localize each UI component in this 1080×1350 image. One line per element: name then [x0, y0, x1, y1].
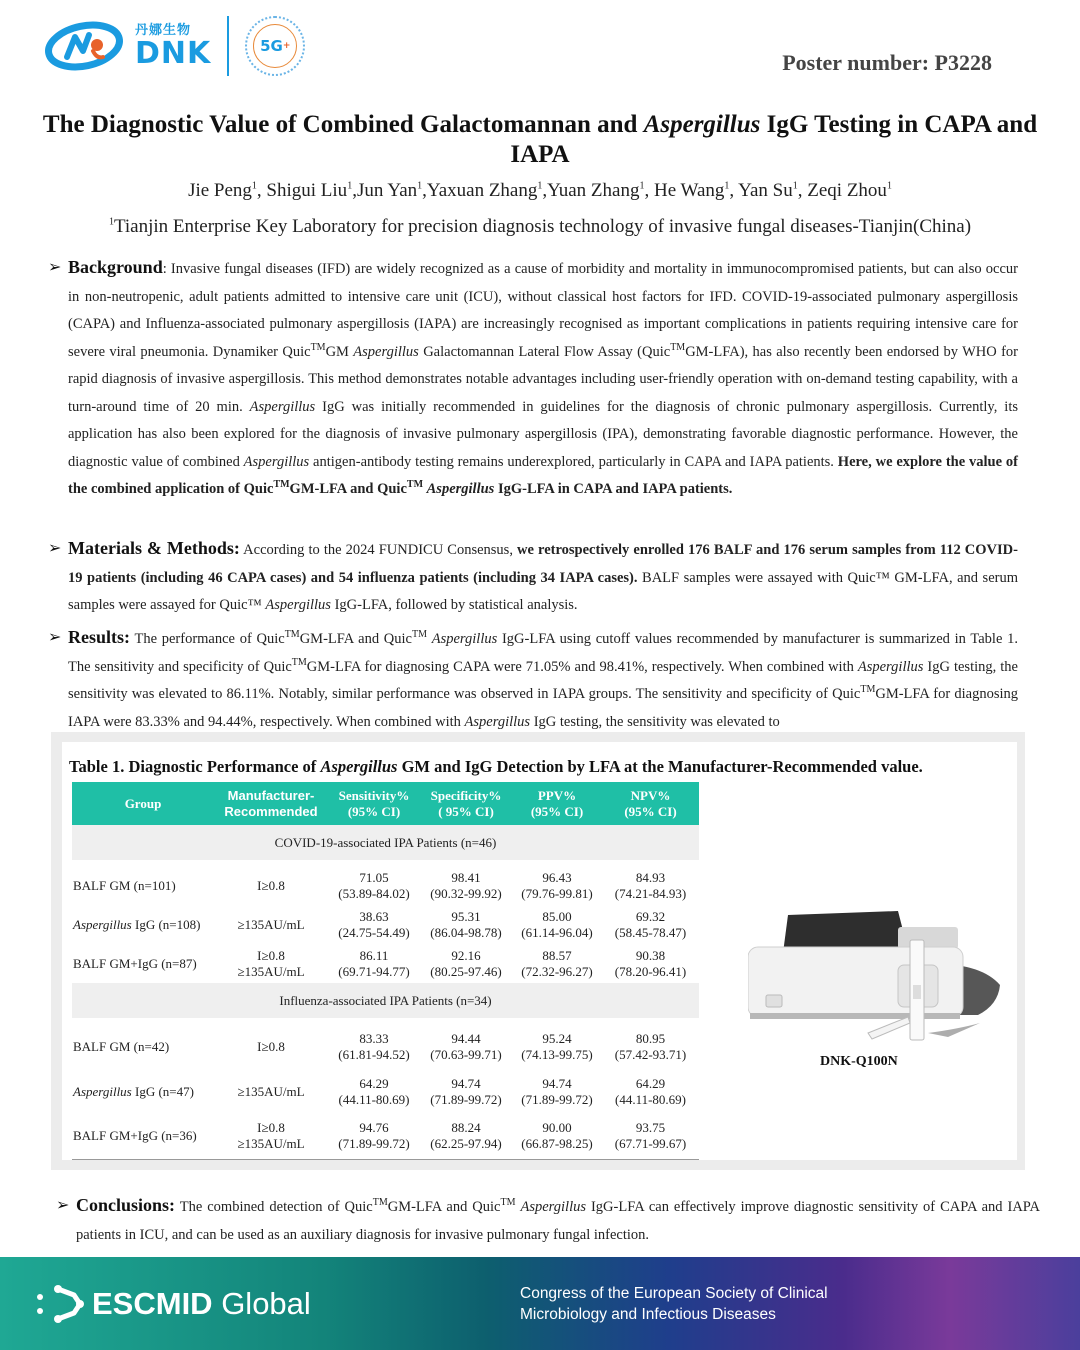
arrow-bullet-icon: ➢: [48, 629, 62, 646]
table-row: BALF GM+IgG (n=87) I≥0.8 ≥135AU/mL 86.11 (69.71-94.77) 92.16 (80.25-97.46) 88.57 (72.32-96.27) 90.38 (78.20-96.41): [73, 947, 687, 979]
group-header-row: Influenza-associated IPA Patients (n=34): [72, 983, 699, 1018]
col-header-npv: NPV% (95% CI): [602, 782, 699, 825]
arrow-bullet-icon: ➢: [56, 1197, 70, 1214]
table-row: BALF GM (n=42) I≥0.8 83.33 (61.81-94.52) 94.44 (70.63-99.71) 95.24 (74.13-99.75) 80.95 (57.42-93.71): [73, 1030, 687, 1062]
conclusions-section: ➢ Conclusions: The combined detection of Quic™GM-LFA and Quic™ Aspergillus IgG-LFA can effectively improve diagnostic sensitivity of CAPA and IAPA patients in ICU, and can be used as an auxiliary diagnosis for invasive pulmonary fungal infection.: [56, 1192, 1040, 1249]
col-header-cutoff: Manufacturer- Recommended: [214, 782, 328, 825]
poster-title: The Diagnostic Value of Combined Galactomannan and Aspergillus IgG Testing in CAPA and IAPA: [42, 111, 1038, 168]
logo-divider: [227, 16, 229, 76]
author: Yan Su$^1$,: [738, 180, 808, 201]
logo-english-name: DNK: [135, 35, 212, 71]
dnk-logo: [45, 14, 305, 78]
badge-label: 5G: [260, 37, 283, 55]
section-heading: Background: [68, 257, 163, 277]
escmid-molecule-icon: [34, 1283, 86, 1325]
table-caption: Table 1. Diagnostic Performance of Aspergillus GM and IgG Detection by LFA at the Manufacturer-Recommended value.: [69, 757, 923, 776]
methods-section: ➢ Materials & Methods: According to the 2024 FUNDICU Consensus, we retrospectively enrolled 176 BALF and 176 serum samples from 112 COVID-19 patients (including 46 CAPA cases) and 54 influenza patients (including 34 IAPA cases). BALF samples were assayed with Quic™ GM-LFA, and serum samples were assayed for Quic™ Aspergillus IgG-LFA, followed by statistical analysis.: [48, 535, 1018, 620]
background-section: ➢ Background: Invasive fungal diseases (IFD) are widely recognized as a cause of morbidity and mortality in immunocompromised patients, but can also occur in non-neutropenic, adult patients admitted to intensive care unit (ICU), without classical host factors for IFD. COVID-19-associated pulmonary aspergillosis (CAPA) and Influenza-associated pulmonary aspergillosis (IAPA) are increasingly recognised as important complications in patients requiring intensive care for severe viral pneumonia. Dynamiker Quic™GM Aspergillus Galactomannan Lateral Flow Assay (Quic™GM-LFA), has also recently been endorsed by WHO for rapid diagnosis of invasive aspergillosis. This method demonstrates notable advantages including user-friendly operation with on-demand testing capability, with a turn-around time of 20 min. Aspergillus IgG was initially recommended in guidelines for the diagnosis of chronic pulmonary aspergillosis. Currently, its application has also been explored for the diagnosis of invasive pulmonary aspergillosis (IPA), demonstrating favorable diagnostic performance. However, the diagnostic value of combined Aspergillus antigen-antibody testing remains underexplored, particularly in CAPA and IAPA patients. Here, we explore the value of the combined application of Quic™GM-LFA and Quic™ Aspergillus IgG-LFA in CAPA and IAPA patients.: [48, 254, 1018, 504]
table-row: Aspergillus IgG (n=108) ≥135AU/mL 38.63 (24.75-54.49) 95.31 (86.04-98.78) 85.00 (61.14-96.04) 69.32 (58.45-78.47): [73, 908, 687, 940]
section-heading: Conclusions:: [76, 1195, 176, 1215]
congress-name: Congress of the European Society of Clinical Microbiology and Infectious Diseases: [520, 1285, 828, 1323]
affiliation: $^1$Tianjin Enterprise Key Laboratory for precision diagnosis technology of invasive fungal diseases-Tianjin(China): [108, 216, 972, 237]
table-row: Aspergillus IgG (n=47) ≥135AU/mL 64.29 (44.11-80.69) 94.74 (71.89-99.72) 94.74 (71.89-99.72) 64.29 (44.11-80.69): [73, 1075, 686, 1107]
author: Jun Yan$^1$,: [356, 180, 427, 201]
author: Jie Peng$^1$,: [188, 180, 267, 201]
performance-table: [72, 782, 699, 1160]
logo-chinese-name: 丹娜生物: [135, 22, 192, 38]
dnk-logo-mark-icon: [45, 21, 123, 71]
congress-footer-banner: [0, 1257, 1080, 1350]
author: Yuan Zhang$^1$,: [547, 180, 654, 201]
escmid-logo: ESCMID Global: [34, 1283, 311, 1325]
results-section: ➢ Results: The performance of Quic™GM-LFA and Quic™ Aspergillus IgG-LFA using cutoff values recommended by manufacturer is summarized in Table 1. The sensitivity and specificity of Quic™GM-LFA for diagnosing CAPA were 71.05% and 98.41%, respectively. When combined with Aspergillus IgG testing, the sensitivity was elevated to 86.11%. Notably, similar performance was observed in IAPA groups. The sensitivity and specificity of Quic™GM-LFA for diagnosing IAPA were 83.33% and 94.44%, respectively. When combined with Aspergillus IgG testing, the sensitivity was elevated to: [48, 624, 1018, 734]
arrow-bullet-icon: ➢: [48, 259, 62, 276]
arrow-bullet-icon: ➢: [48, 540, 62, 557]
col-header-group: Group: [72, 782, 214, 825]
author: Yaxuan Zhang$^1$,: [426, 180, 548, 201]
group-header-row: COVID-19-associated IPA Patients (n=46): [72, 825, 699, 860]
author: He Wang$^1$,: [653, 180, 739, 201]
table-header-row: [72, 782, 699, 825]
col-header-specificity: Specificity% ( 95% CI): [420, 782, 512, 825]
col-header-sensitivity: Sensitivity% (95% CI): [328, 782, 420, 825]
5g-badge-icon: 5G +: [245, 16, 305, 76]
author: Shigui Liu$^1$,: [266, 180, 357, 201]
poster-number: Poster number: P3228: [782, 50, 992, 75]
table-row: BALF GM+IgG (n=36) I≥0.8 ≥135AU/mL 94.76 (71.89-99.72) 88.24 (62.25-97.94) 90.00 (66.87-98.25) 93.75 (67.71-99.67): [72, 1114, 699, 1159]
analyzer-device-image: [748, 905, 1004, 1045]
author-list: [0, 180, 1080, 202]
device-label: DNK-Q100N: [820, 1054, 898, 1069]
table-row: BALF GM (n=101) I≥0.8 71.05 (53.89-84.02) 98.41 (90.32-99.92) 96.43 (79.76-99.81) 84.93 (74.21-84.93): [73, 869, 687, 901]
section-heading: Materials & Methods:: [68, 538, 240, 558]
section-heading: Results:: [68, 627, 130, 647]
author: Zeqi Zhou$^1$: [807, 180, 892, 201]
col-header-ppv: PPV% (95% CI): [512, 782, 602, 825]
